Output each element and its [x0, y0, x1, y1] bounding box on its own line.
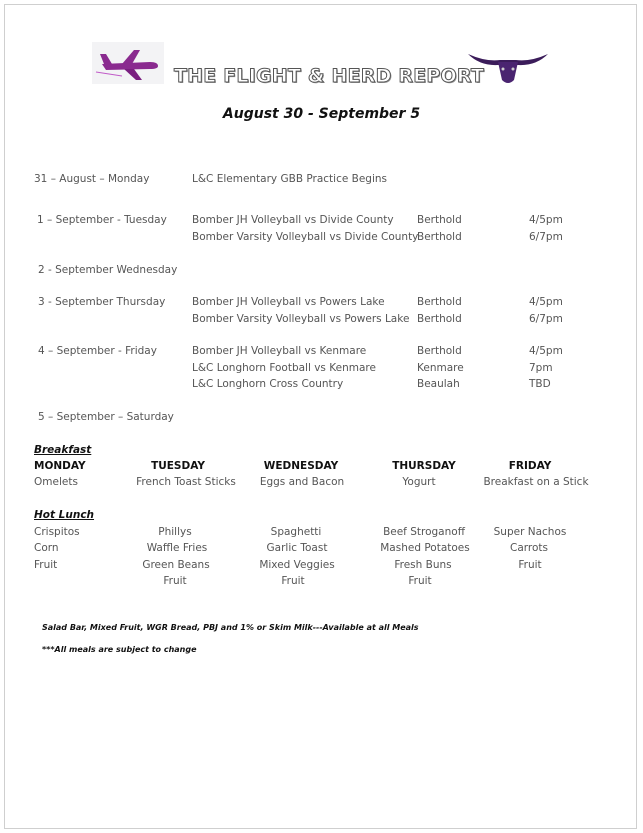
- meal-note: Salad Bar, Mixed Fruit, WGR Bread, PBJ and 1% or Skim Milk---Available at all Meals: [42, 623, 419, 632]
- schedule-place: Berthold: [417, 296, 462, 308]
- lunch-item: Fruit: [34, 559, 58, 571]
- breakfast-item: Yogurt: [402, 476, 436, 488]
- date-range: August 30 - September 5: [222, 106, 421, 122]
- lunch-item: Fruit: [408, 575, 432, 587]
- schedule-place: Berthold: [417, 313, 462, 325]
- lunch-item: Mashed Potatoes: [380, 542, 470, 554]
- schedule-day: 1 – September - Tuesday: [37, 214, 167, 226]
- schedule-place: Beaulah: [417, 378, 460, 390]
- breakfast-item: French Toast Sticks: [136, 476, 236, 488]
- schedule-day: 3 - September Thursday: [38, 296, 166, 308]
- lunch-item: Fresh Buns: [394, 559, 452, 571]
- newsletter-title: THE FLIGHT & HERD REPORT: [174, 65, 484, 87]
- schedule-event: Bomber Varsity Volleyball vs Powers Lake: [192, 313, 410, 325]
- schedule-day: 5 – September – Saturday: [38, 411, 174, 423]
- schedule-event: L&C Longhorn Football vs Kenmare: [192, 362, 376, 374]
- schedule-day: 31 – August – Monday: [34, 173, 150, 185]
- schedule-time: 6/7pm: [529, 231, 563, 243]
- lunch-item: Green Beans: [142, 559, 210, 571]
- breakfast-heading: Breakfast: [34, 444, 92, 456]
- schedule-event: L&C Elementary GBB Practice Begins: [192, 173, 388, 185]
- lunch-item: Phillys: [158, 526, 192, 538]
- schedule-time: 4/5pm: [529, 214, 563, 226]
- hot-lunch-heading: Hot Lunch: [34, 509, 95, 521]
- schedule-time: 4/5pm: [529, 296, 563, 308]
- airplane-logo: [92, 42, 164, 84]
- lunch-item: Super Nachos: [493, 526, 567, 538]
- lunch-item: Mixed Veggies: [259, 559, 335, 571]
- lunch-item: Garlic Toast: [266, 542, 328, 554]
- schedule-time: 4/5pm: [529, 345, 563, 357]
- schedule-place: Berthold: [417, 345, 462, 357]
- schedule-day: 2 - September Wednesday: [38, 264, 178, 276]
- lunch-item: Crispitos: [34, 526, 80, 538]
- lunch-item: Waffle Fries: [146, 542, 208, 554]
- breakfast-item: Breakfast on a Stick: [483, 476, 589, 488]
- schedule-place: Kenmare: [417, 362, 464, 374]
- schedule-event: Bomber JH Volleyball vs Divide County: [192, 214, 394, 226]
- lunch-item: Fruit: [163, 575, 187, 587]
- lunch-item: Fruit: [518, 559, 542, 571]
- schedule-event: Bomber JH Volleyball vs Kenmare: [192, 345, 367, 357]
- schedule-day: 4 – September - Friday: [38, 345, 157, 357]
- schedule-event: Bomber Varsity Volleyball vs Divide County: [192, 231, 419, 243]
- breakfast-day-header: FRIDAY: [508, 460, 552, 472]
- lunch-item: Fruit: [281, 575, 305, 587]
- schedule-place: Berthold: [417, 231, 462, 243]
- lunch-item: Carrots: [510, 542, 548, 554]
- lunch-item: Corn: [34, 542, 59, 554]
- schedule-place: Berthold: [417, 214, 462, 226]
- lunch-item: Spaghetti: [270, 526, 322, 538]
- meal-disclaimer: ***All meals are subject to change: [42, 645, 197, 654]
- schedule-time: 7pm: [529, 362, 553, 374]
- schedule-time: 6/7pm: [529, 313, 563, 325]
- breakfast-day-header: THURSDAY: [392, 460, 456, 472]
- lunch-item: Beef Stroganoff: [383, 526, 465, 538]
- breakfast-day-header: TUESDAY: [151, 460, 205, 472]
- schedule-event: Bomber JH Volleyball vs Powers Lake: [192, 296, 385, 308]
- schedule-event: L&C Longhorn Cross Country: [192, 378, 344, 390]
- breakfast-day-header: WEDNESDAY: [263, 460, 339, 472]
- breakfast-day-header: MONDAY: [34, 460, 86, 472]
- schedule-time: TBD: [529, 378, 551, 390]
- breakfast-item: Omelets: [34, 476, 78, 488]
- breakfast-item: Eggs and Bacon: [259, 476, 345, 488]
